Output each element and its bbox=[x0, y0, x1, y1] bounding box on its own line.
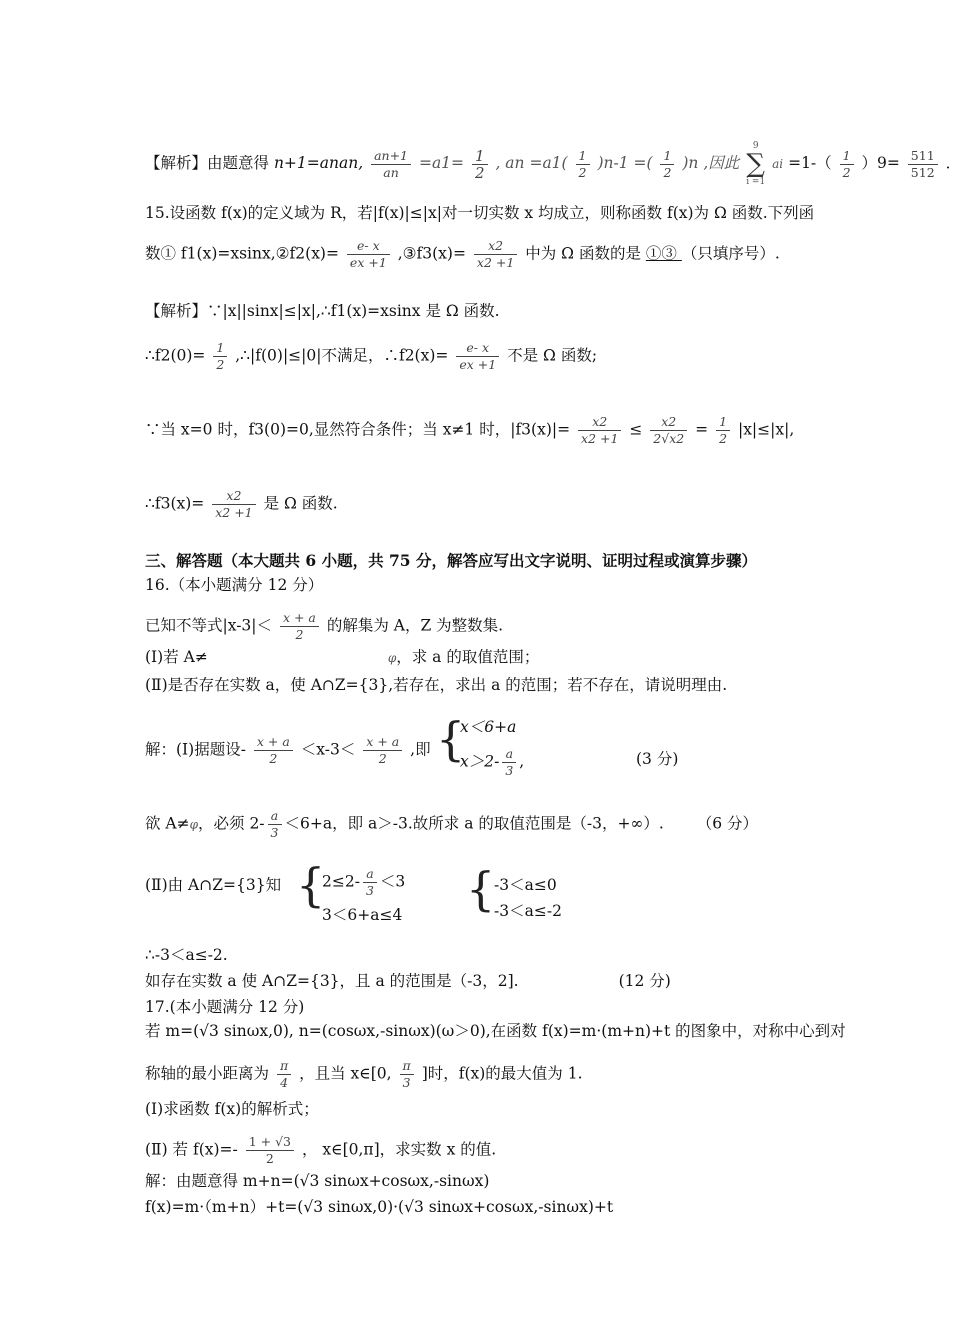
a15-l3-end: |x|≤|x|, bbox=[737, 420, 795, 439]
q16-part2: (Ⅱ)是否存在实数 a，使 A∩Z={3},若存在，求出 a 的范围；若不存在，请说明理由. bbox=[145, 676, 728, 694]
fraction-half-4: $\frac{1}{2}$ bbox=[840, 148, 854, 181]
seq-text-2: )n-1 =( bbox=[597, 154, 653, 172]
q17-solution-2: f(x)=m·（m+n）+t=(√3 sinωx,0)·(√3 sinωx+cosωx,-sinωx)+t bbox=[145, 1198, 614, 1216]
fraction-half-2: $\frac{1}{2}$ bbox=[576, 148, 590, 181]
a15-l2-b: ,∴|f(0)|≤|0|不满足，∴f2(x)= bbox=[235, 346, 449, 365]
q15-line2-b: ,③f3(x)= bbox=[397, 244, 466, 263]
fraction-f3-c: $\frac{x2}{x2 +1}$ bbox=[212, 488, 255, 521]
stem2-a: 称轴的最小距离为 bbox=[145, 1064, 270, 1083]
score-6: （6 分） bbox=[696, 814, 759, 833]
fraction-x-a-2-c: $\frac{x + a}{2}$ bbox=[363, 734, 402, 767]
sum-var: ai bbox=[772, 157, 784, 171]
score-3: (3 分) bbox=[636, 750, 679, 768]
p2-b: ， x∈[0,π]，求实数 x 的值. bbox=[301, 1140, 497, 1159]
q16-sol-c: ,即 bbox=[410, 740, 431, 759]
fraction-1-sqrt3-2: $\frac{1 + √3}{2}$ bbox=[246, 1134, 294, 1167]
a15-l4-b: 是 Ω 函数. bbox=[263, 494, 338, 513]
seq-text-3: )n ,因此 bbox=[682, 154, 740, 172]
q17-solution-1: 解：由题意得 m+n=(√3 sinωx+cosωx,-sinωx) bbox=[145, 1172, 490, 1190]
score-12: (12 分) bbox=[618, 972, 671, 990]
want-c: ＜6+a，即 a＞-3.故所求 a 的取值范围是（-3，+∞）. bbox=[284, 814, 664, 833]
phi-symbol: φ bbox=[387, 651, 397, 665]
q15-line2-d: （只填序号）. bbox=[681, 244, 780, 263]
fraction-an1-an: $\frac{an+1}{an}$ bbox=[371, 148, 411, 181]
q17-stem-1: 若 m=(√3 sinωx,0), n=(cosωx,-sinωx)(ω＞0),在函数 f(x)=m·(m+n)+t 的图象中，对称中心到对 bbox=[145, 1022, 846, 1040]
analysis-14-expr: n+1=anan, bbox=[273, 154, 364, 172]
summation-symbol: 9 ∑ i =1 bbox=[746, 141, 766, 187]
fraction-pi-4: $\frac{\pi}{4}$ bbox=[277, 1058, 291, 1091]
want-b: ，必须 2- bbox=[198, 814, 265, 833]
sys1-r1: x＜6+a bbox=[460, 718, 517, 736]
q15-answer: ①③ bbox=[645, 244, 682, 263]
q17-stem-2 bbox=[145, 1058, 583, 1091]
analysis-14-line bbox=[145, 140, 961, 188]
analysis-15-l4 bbox=[145, 488, 338, 521]
sys1-r2b: , bbox=[519, 752, 525, 771]
phi-symbol-2: φ bbox=[189, 817, 199, 832]
q15-line2 bbox=[145, 238, 780, 271]
end-mark: ． bbox=[945, 154, 961, 172]
q17-part2 bbox=[145, 1134, 496, 1167]
result-mid: ）9= bbox=[861, 154, 900, 172]
system3-row2: -3＜a≤-2 bbox=[494, 902, 562, 920]
system3-row1: -3＜a≤0 bbox=[494, 876, 557, 894]
fraction-x2-2sqrt: $\frac{x2}{2√x2}$ bbox=[650, 414, 687, 447]
fraction-f2: $\frac{e- x}{ex +1}$ bbox=[347, 238, 390, 271]
fraction-f3: $\frac{x2}{x2 +1}$ bbox=[474, 238, 517, 271]
left-brace-2: { bbox=[296, 858, 326, 912]
fraction-half-5: $\frac{1}{2}$ bbox=[213, 340, 227, 373]
a15-l2-a: ∴f2(0)= bbox=[145, 346, 206, 365]
q16-title: 16.（本小题满分 12 分） bbox=[145, 576, 324, 594]
seq-text: , an =a1( bbox=[495, 154, 568, 172]
q16-want-line bbox=[145, 808, 758, 841]
sys1-r2a: x＞2- bbox=[460, 752, 500, 771]
q16-sol-b: ＜x-3＜ bbox=[300, 740, 356, 759]
a15-l2-c: 不是 Ω 函数; bbox=[507, 346, 598, 365]
result-pre: =1-（ bbox=[788, 154, 832, 172]
q15-line2-c: 中为 Ω 函数的是 bbox=[525, 244, 646, 263]
a15-l3-a: ∵当 x=0 时，f3(0)=0,显然符合条件；当 x≠1 时，|f3(x)|= bbox=[145, 420, 571, 439]
system1-row2 bbox=[460, 746, 524, 779]
p2-a: (Ⅱ) 若 f(x)=- bbox=[145, 1140, 238, 1159]
fraction-pi-3: $\frac{\pi}{3}$ bbox=[400, 1058, 414, 1091]
system2-row1 bbox=[322, 866, 405, 899]
left-brace-1: { bbox=[436, 712, 466, 766]
q16-p1-b: ，求 a 的取值范围； bbox=[396, 648, 540, 666]
q15-line2-a: 数① f1(x)=xsinx,②f2(x)= bbox=[145, 244, 339, 263]
q16-sol-a: 解：(I)据题设- bbox=[145, 740, 246, 759]
fraction-half: $\frac{1}{2}$ bbox=[472, 148, 488, 181]
q15-line1: 15.设函数 f(x)的定义域为 R，若|f(x)|≤|x|对一切实数 x 均成立，则称函数 f(x)为 Ω 函数.下列函 bbox=[145, 204, 815, 222]
system2-row2: 3＜6+a≤4 bbox=[322, 906, 403, 924]
eq-a1: =a1= bbox=[418, 154, 465, 172]
system1-row1 bbox=[460, 716, 516, 738]
left-brace-3: { bbox=[466, 862, 496, 916]
fraction-x-a-2-b: $\frac{x + a}{2}$ bbox=[254, 734, 293, 767]
q16-stem-b: 的解集为 A，Z 为整数集. bbox=[326, 616, 504, 635]
a15-l3-le: ≤ bbox=[629, 420, 648, 439]
analysis-15-l1: 【解析】∵|x||sinx|≤|x|,∴f1(x)=xsinx 是 Ω 函数. bbox=[145, 302, 500, 320]
a15-l4-a: ∴f3(x)= bbox=[145, 494, 205, 513]
want-a: 欲 A≠ bbox=[145, 814, 190, 833]
fraction-a-3-b: $\frac{a}{3}$ bbox=[268, 808, 282, 841]
q16-part2-solution: (Ⅱ)由 A∩Z={3}知 bbox=[145, 876, 282, 894]
analysis-15-l2 bbox=[145, 340, 597, 373]
q16-solution-1 bbox=[145, 734, 431, 767]
q16-stem-a: 已知不等式|x-3|＜ bbox=[145, 616, 273, 635]
fraction-f2-b: $\frac{e- x}{ex +1}$ bbox=[456, 340, 499, 373]
q16-part1 bbox=[145, 646, 539, 669]
fraction-a-3: $\frac{a}{3}$ bbox=[502, 746, 516, 779]
q16-p1-a: (I)若 A≠ bbox=[145, 648, 208, 666]
q16-conclusion-1: ∴-3＜a≤-2. bbox=[145, 946, 228, 964]
q16-conclusion-2 bbox=[145, 970, 671, 992]
q17-title: 17.(本小题满分 12 分) bbox=[145, 998, 305, 1016]
q16-stem bbox=[145, 610, 503, 643]
stem2-b: ，且当 x∈[0, bbox=[299, 1064, 392, 1083]
sys2-r1b: ＜3 bbox=[379, 872, 406, 891]
fraction-a-3-c: $\frac{a}{3}$ bbox=[363, 866, 377, 899]
section-3-heading: 三、解答题（本大题共 6 小题，共 75 分，解答应写出文字说明、证明过程或演算步骤） bbox=[145, 551, 757, 570]
concl2-text: 如存在实数 a 使 A∩Z={3}，且 a 的范围是（-3，2]. bbox=[145, 972, 519, 990]
fraction-x-a-2: $\frac{x + a}{2}$ bbox=[280, 610, 319, 643]
analysis-14-lead: 【解析】由题意得 bbox=[145, 154, 274, 172]
fraction-half-3: $\frac{1}{2}$ bbox=[660, 148, 674, 181]
fraction-half-6: $\frac{1}{2}$ bbox=[716, 414, 730, 447]
fraction-f3-b: $\frac{x2}{x2 +1}$ bbox=[578, 414, 621, 447]
a15-l3-eq: = bbox=[695, 420, 714, 439]
fraction-511-512: $\frac{511}{512}$ bbox=[908, 148, 938, 181]
sys2-r1a: 2≤2- bbox=[322, 872, 360, 891]
stem2-c: ]时，f(x)的最大值为 1. bbox=[421, 1064, 583, 1083]
q17-part1: (I)求函数 f(x)的解析式； bbox=[145, 1100, 319, 1118]
analysis-15-l3 bbox=[145, 414, 794, 447]
